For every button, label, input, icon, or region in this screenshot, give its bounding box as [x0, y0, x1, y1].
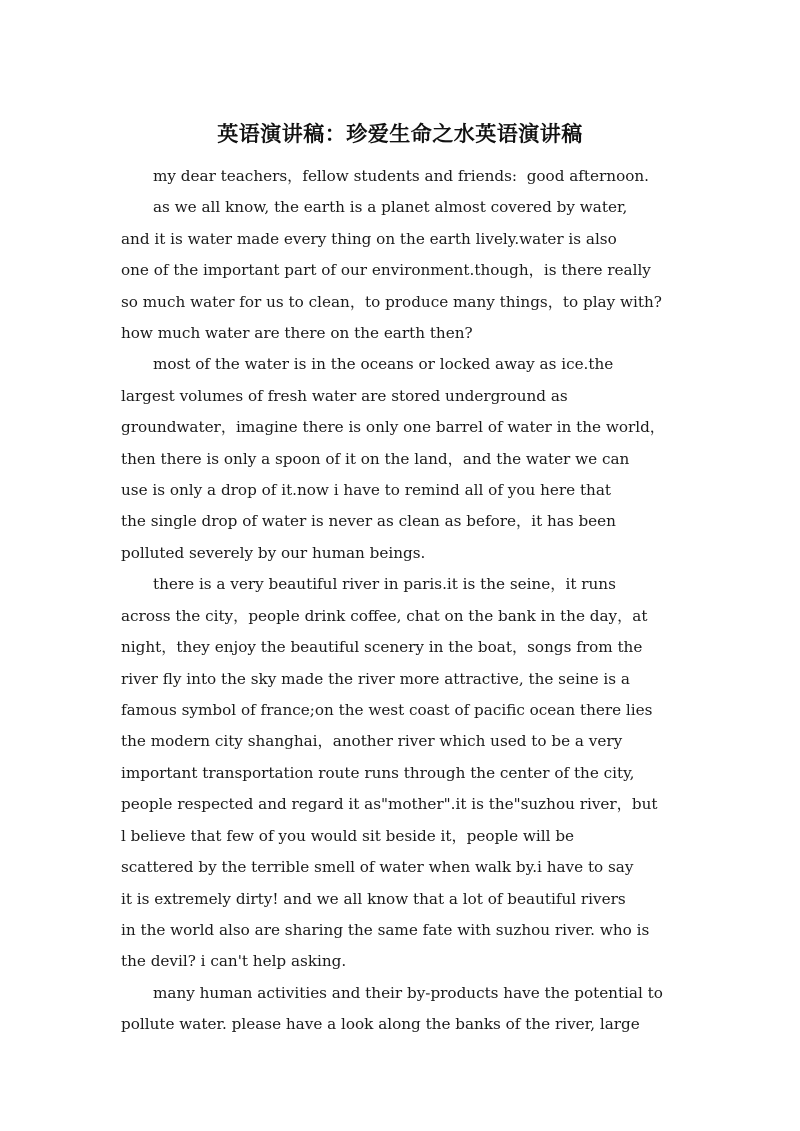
text-line: my dear teachers，fellow students and friends: good afternoon.	[153, 167, 649, 185]
text-line: important transportation route runs through the center of the city,	[121, 764, 635, 782]
text-line: most of the water is in the oceans or locked away as ice.the	[153, 355, 614, 373]
text-line: so much water for us to clean，to produce many things，to play with?	[121, 293, 662, 311]
text-line: use is only a drop of it.now i have to remind all of you here that	[121, 481, 611, 499]
text-line: famous symbol of france;on the west coast of pacific ocean there lies	[121, 701, 653, 719]
text-line: then there is only a spoon of it on the land，and the water we can	[121, 450, 630, 468]
text-line: across the city，people drink coffee, chat on the bank in the day，at	[121, 607, 648, 625]
text-line: pollute water. please have a look along the banks of the river, large	[121, 1015, 640, 1033]
text-line: as we all know, the earth is a planet almost covered by water,	[153, 198, 628, 216]
text-line: polluted severely by our human beings.	[121, 544, 426, 562]
text-line: night，they enjoy the beautiful scenery in the boat，songs from the	[121, 638, 643, 656]
text-line: the devil? i can't help asking.	[121, 952, 347, 970]
text-line: one of the important part of our environment.though，is there really	[121, 261, 651, 279]
text-line: the single drop of water is never as clean as before，it has been	[121, 512, 616, 530]
text-line: how much water are there on the earth then?	[121, 324, 473, 342]
text-line: and it is water made every thing on the earth lively.water is also	[121, 230, 617, 248]
text-line: in the world also are sharing the same fate with suzhou river. who is	[121, 921, 650, 939]
text-line: people respected and regard it as"mother".it is the"suzhou river，but	[121, 795, 658, 813]
text-line: many human activities and their by-products have the potential to	[153, 984, 663, 1002]
text-line: there is a very beautiful river in paris.it is the seine，it runs	[153, 575, 616, 593]
text-line: it is extremely dirty! and we all know that a lot of beautiful rivers	[121, 890, 626, 908]
text-line: river fly into the sky made the river more attractive, the seine is a	[121, 670, 630, 688]
text-line: l believe that few of you would sit beside it，people will be	[121, 827, 575, 845]
text-line: the modern city shanghai，another river which used to be a very	[121, 732, 623, 750]
document-title: 英语演讲稿：珍爱生命之水英语演讲稿	[217, 122, 583, 146]
text-line: groundwater，imagine there is only one barrel of water in the world，	[121, 418, 665, 436]
text-line: scattered by the terrible smell of water when walk by.i have to say	[121, 858, 634, 876]
text-line: largest volumes of fresh water are stored underground as	[121, 387, 568, 405]
